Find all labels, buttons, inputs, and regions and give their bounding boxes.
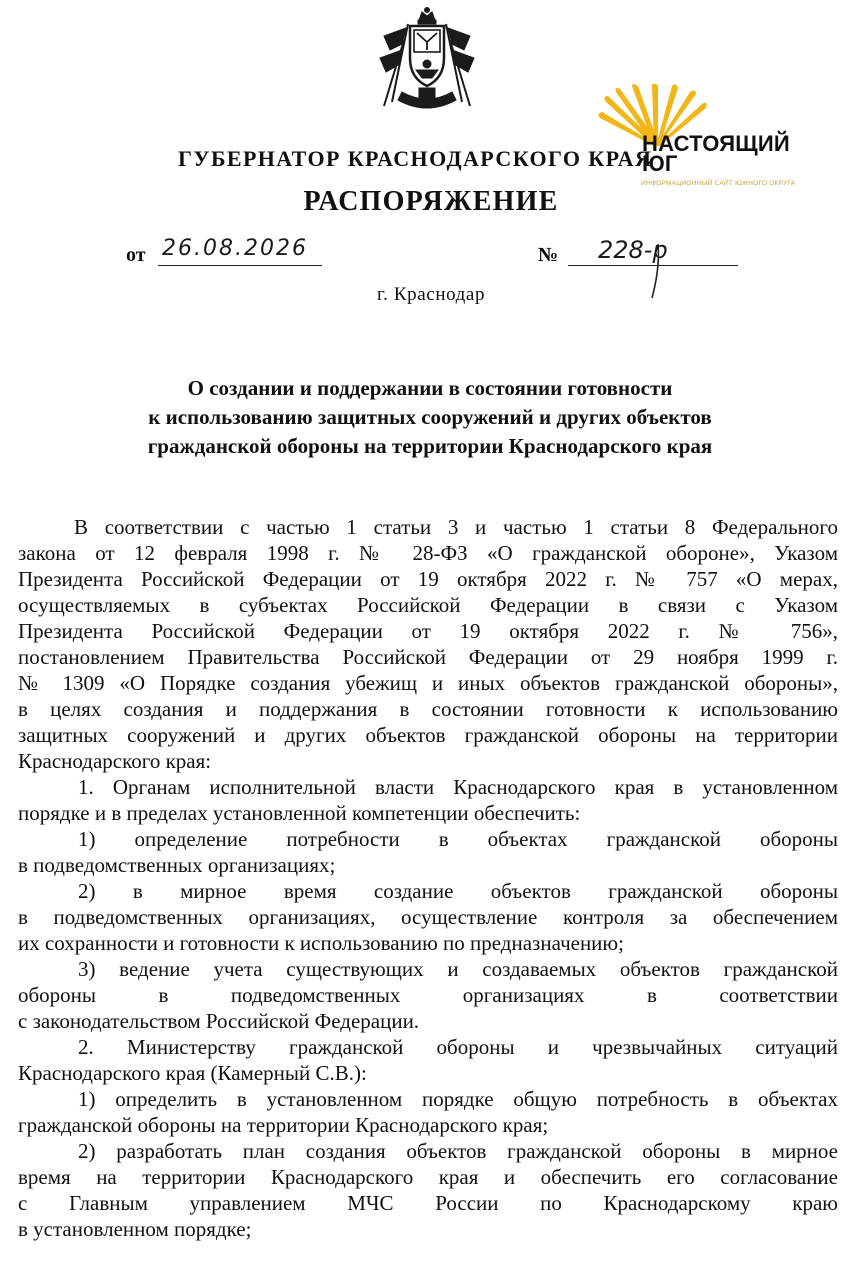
body-line: 2) разработать план создания объектов гражданской обороны в мирное [78, 1139, 838, 1163]
body-line: защитных сооружений и других объектов гражданской обороны на территории [18, 723, 838, 747]
body-line: Краснодарского края: [18, 749, 212, 773]
subject-line: к использованию защитных сооружений и других объектов [148, 405, 712, 429]
body-line: Президента Российской Федерации от 19 октября 2022 г. № 756», [18, 619, 838, 643]
body-line: с законодательством Российской Федерации. [18, 1009, 420, 1033]
body-line: 1. Органам исполнительной власти Краснодарского края в установленном [78, 775, 838, 799]
number-field: 228-р [568, 236, 738, 266]
body-line: порядке и в пределах установленной компетенции обеспечить: [18, 801, 581, 825]
body-line: № 1309 «О Порядке создания убежищ и иных объектов гражданской обороны», [18, 671, 838, 695]
body-line: 3) ведение учета существующих и создаваемых объектов гражданской [78, 957, 838, 981]
body-line: 2. Министерству гражданской обороны и чрезвычайных ситуаций [78, 1035, 838, 1059]
body-line: 2) в мирное время создание объектов гражданской обороны [78, 879, 838, 903]
body-line: в установленном порядке; [18, 1217, 252, 1241]
body-line: в подведомственных организациях; [18, 853, 336, 877]
body-line: осуществляемых в субъектах Российской Федерации в связи с Указом [18, 593, 838, 617]
body-line: обороны в подведомственных организациях в соответствии [18, 983, 838, 1007]
city-label: г. Краснодар [376, 284, 486, 305]
krasnodar-coat-of-arms-icon [372, 6, 482, 118]
body-line: в целях создания и поддержания в состоянии готовности к использованию [18, 697, 838, 721]
body-line: 1) определение потребности в объектах гражданской обороны [78, 827, 838, 851]
governor-title: ГУБЕРНАТОР КРАСНОДАРСКОГО КРАЯ [178, 146, 653, 171]
site-watermark [598, 84, 808, 194]
date-label: от [126, 244, 146, 266]
body-line: в подведомственных организациях, осуществление контроля за обеспечением [18, 905, 838, 929]
document-body [18, 514, 838, 1242]
body-line: 1) определить в установленном порядке общую потребность в объектах [78, 1087, 838, 1111]
body-line: В соответствии с частью 1 статьи 3 и частью 1 статьи 8 Федерального [74, 515, 838, 539]
document-type: РАСПОРЯЖЕНИЕ [303, 186, 559, 217]
document-subject [90, 374, 770, 461]
watermark-title: НАСТОЯЩИЙ ЮГ [642, 131, 790, 176]
subject-line: гражданской обороны на территории Краснодарского края [147, 434, 713, 458]
body-line: Краснодарского края (Камерный С.В.): [18, 1061, 367, 1085]
body-line: закона от 12 февраля 1998 г. № 28-ФЗ «О гражданской обороне», Указом [18, 541, 838, 565]
date-field: 26.08.2026 [158, 236, 322, 266]
body-line: их сохранности и готовности к использованию по предназначению; [18, 931, 624, 955]
body-line: гражданской обороны на территории Краснодарского края; [18, 1113, 549, 1137]
body-line: Президента Российской Федерации от 19 октября 2022 г. № 757 «О мерах, [18, 567, 838, 591]
body-line: с Главным управлением МЧС России по Краснодарскому краю [18, 1191, 838, 1215]
number-label: № [538, 244, 559, 266]
body-line: постановлением Правительства Российской Федерации от 29 ноября 1999 г. [18, 645, 838, 669]
subject-line: О создании и поддержании в состоянии готовности [187, 376, 673, 400]
watermark-subtitle: ИНФОРМАЦИОННЫЙ САЙТ ЮЖНОГО ОКРУГА [641, 180, 796, 187]
body-line: время на территории Краснодарского края и обеспечить его согласование [18, 1165, 838, 1189]
